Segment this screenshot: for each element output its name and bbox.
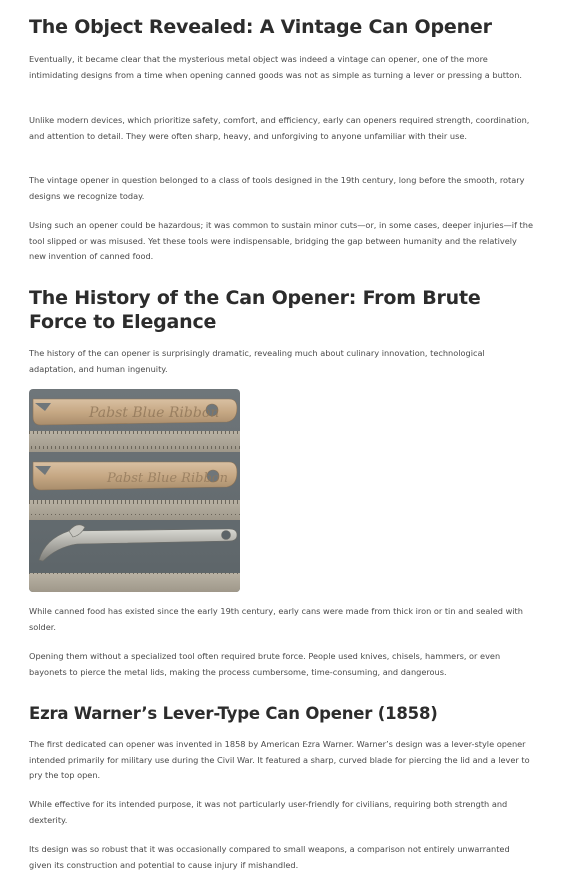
paragraph: Opening them without a specialized tool often required brute force. People used knives, chisels, hammers, or even bayonets to pierce the metal lids, making the process cumbersome, time-consuming, and dangerous. [29,651,501,677]
paragraph: While canned food has existed since the early 19th century, early cans were made from thick iron or tin and sealed with solder. [29,606,523,632]
section-heading: Ezra Warner’s Lever-Type Can Opener (1858) [29,704,438,723]
paragraph: Using such an opener could be hazardous; it was common to sustain minor cuts—or, in some cases, deeper injuries—if the tool slipped or was misused. Yet these tools were indispensable, bridging the gap between humanity and the relatively new invention of canned food. [29,220,533,261]
paragraph: The history of the can opener is surprisingly dramatic, revealing much about culinary innovation, technological adaptation, and human ingenuity. [29,348,485,374]
paragraph: Its design was so robust that it was occasionally compared to small weapons, a comparison not entirely unwarranted given its construction and potential to cause injury if mishandled. [29,844,510,870]
section-heading: The History of the Can Opener: From Brute Force to Elegance [29,287,481,333]
engraving-text: Pabst Blue Ribbon [89,405,220,421]
paragraph: The vintage opener in question belonged to a class of tools designed in the 19th century, long before the smooth, rotary designs we recognize today. [29,175,525,201]
paragraph: While effective for its intended purpose, it was not particularly user-friendly for civilians, requiring both strength and dexterity. [29,799,508,825]
paragraph: Eventually, it became clear that the mysterious metal object was indeed a vintage can opener, one of the more intimidating designs from a time when opening canned goods was not as simple as turning a lever or pressing a button. [29,54,522,80]
engraving-text: Pabst Blue Ribbon [107,471,228,486]
can-opener-photo [29,389,240,592]
paragraph: Unlike modern devices, which prioritize safety, comfort, and efficiency, early can openers required strength, coordination, and attention to detail. They were often sharp, heavy, and unforgiving to anyone unfamiliar with their use. [29,115,530,141]
paragraph: The first dedicated can opener was invented in 1858 by American Ezra Warner. Warner’s design was a lever-style opener intended primarily for military use during the Civil War. It featured a sharp, curved blade for piercing the lid and a lever to pry the top open. [29,739,530,780]
section-heading: The Object Revealed: A Vintage Can Opener [29,16,492,38]
